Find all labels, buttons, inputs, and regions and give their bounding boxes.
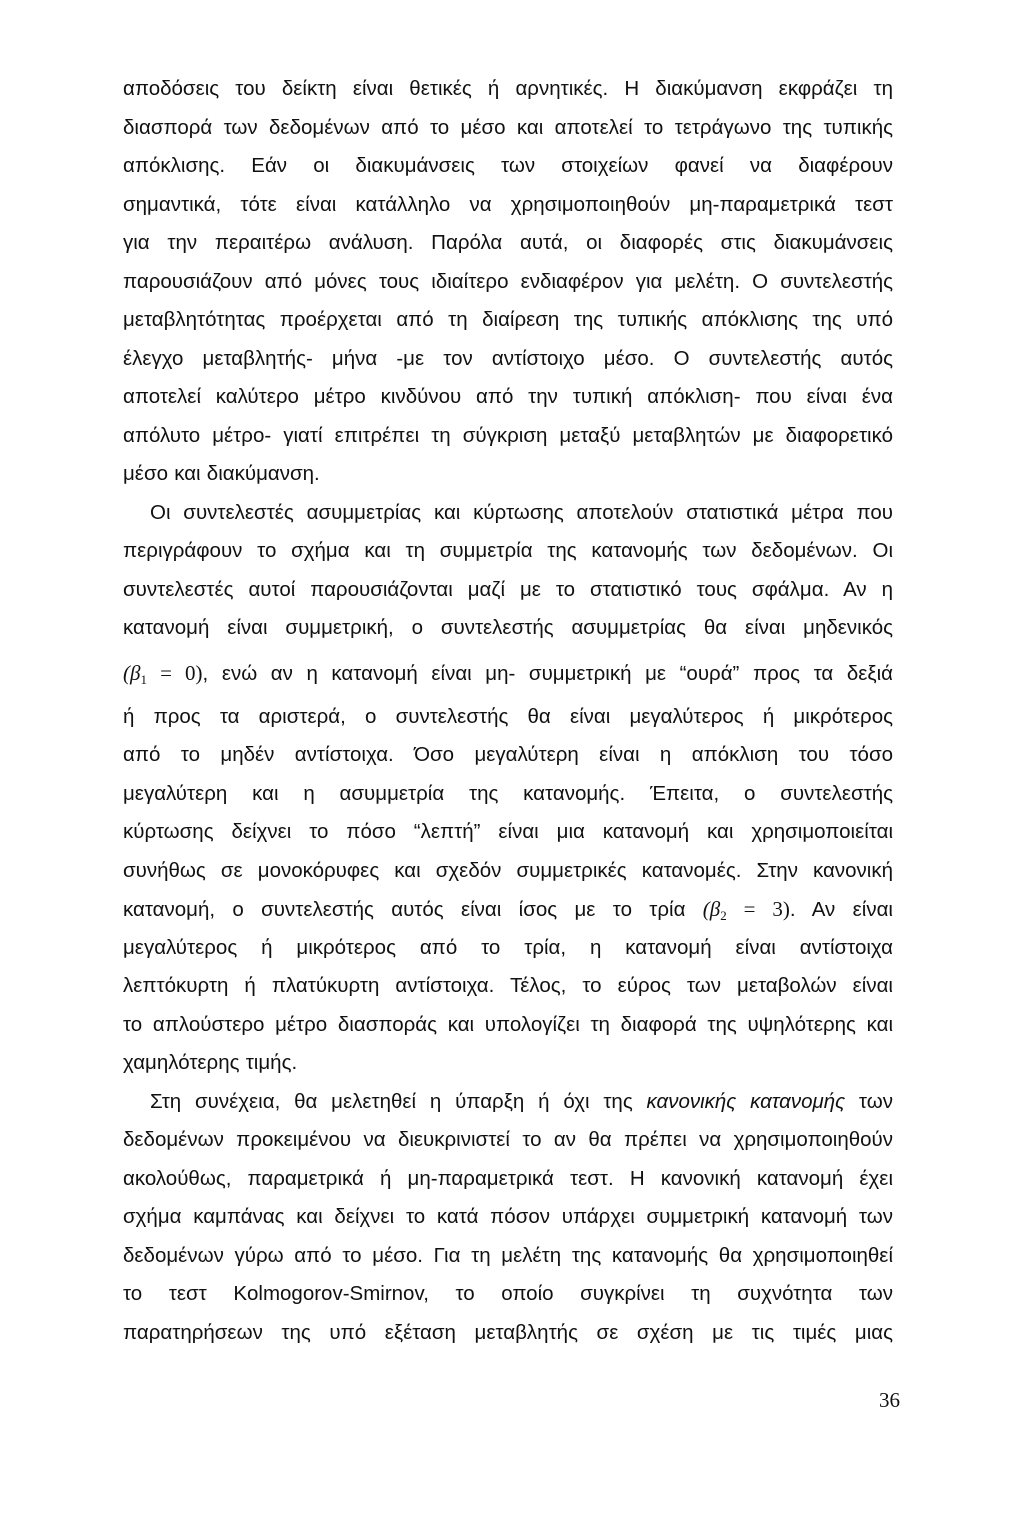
text-line: μεταβλητότητας προέρχεται από τη διαίρεση της τυπικής απόκλισης της υπό — [123, 308, 893, 331]
page-number: 36 — [879, 1388, 900, 1412]
paragraph-2-line: μεγαλύτερος ή μικρότερος από το τρία, η κατανομή είναι αντίστοιχα — [123, 935, 893, 959]
paragraph-2-line: συντελεστές αυτοί παρουσιάζονται μαζί με το στατιστικό τους σφάλμα. Αν η — [123, 577, 893, 601]
paragraph-2-line: από το μηδέν αντίστοιχα. Όσο μεγαλύτερη είναι η απόκλιση του τόσο — [123, 743, 893, 766]
paragraph-3-line: σχήμα καμπάνας και δείχνει το κατά πόσον υπάρχει συμμετρική κατανομή των — [123, 1205, 893, 1228]
paragraph-2-line: μεγαλύτερη και η ασυμμετρία της κατανομής. Έπειτα, ο συντελεστής — [123, 781, 893, 805]
text-line: αποτελεί καλύτερο μέτρο κινδύνου από την τυπική απόκλιση- που είναι ένα — [123, 385, 893, 408]
emphasized-term: κανονικής κατανομής — [646, 1089, 846, 1113]
text-line: για την περαιτέρω ανάλυση. Παρόλα αυτά, οι διαφορές στις διακυμάνσεις — [123, 231, 893, 254]
paragraph-2-line: το απλούστερο μέτρο διασποράς και υπολογίζει τη διαφορά της υψηλότερης και — [123, 1012, 893, 1036]
paragraph-2-line: ή προς τα αριστερά, ο συντελεστής θα είναι μεγαλύτερος ή μικρότερος — [123, 704, 893, 728]
paragraph-3-line: δεδομένων προκειμένου να διευκρινιστεί το αν θα πρέπει να χρησιμοποιηθούν — [123, 1128, 893, 1151]
body-text — [123, 70, 893, 1352]
paragraph-2-line: λεπτόκυρτη ή πλατύκυρτη αντίστοιχα. Τέλος, το εύρος των μεταβολών είναι — [123, 974, 893, 997]
paragraph-2-line: περιγράφουν το σχήμα και τη συμμετρία της κατανομής των δεδομένων. Οι — [123, 539, 893, 562]
paragraph-3-line: ακολούθως, παραμετρικά ή μη-παραμετρικά τεστ. Η κανονική κατανομή έχει — [123, 1166, 893, 1190]
text-line: απόλυτο μέτρο- γιατί επιτρέπει τη σύγκριση μεταξύ μεταβλητών με διαφορετικό — [123, 423, 893, 447]
paragraph-2-line: $(\beta_1 = 0)$, ενώ αν η κατανομή είναι μη- συμμετρική με “ουρά” προς τα δεξιά — [123, 660, 893, 687]
paragraph-2-line: χαμηλότερης τιμής. — [123, 1051, 298, 1074]
text-line: μέσο και διακύμανση. — [123, 462, 320, 485]
text-line: έλεγχο μεταβλητής- μήνα -με τον αντίστοιχο μέσο. Ο συντελεστής αυτός — [123, 346, 893, 370]
paragraph-3-line: δεδομένων γύρω από το μέσο. Για τη μελέτη της κατανομής θα χρησιμοποιηθεί — [123, 1243, 893, 1267]
beta1-formula: $(\beta_1 = 0)$ — [123, 660, 203, 687]
paragraph-2-line: Οι συντελεστές ασυμμετρίας και κύρτωσης αποτελούν στατιστικά μέτρα που — [150, 500, 893, 524]
paragraph-3-line: Στη συνέχεια, θα μελετηθεί η ύπαρξη ή όχι της κανονικής κατανομής των — [150, 1089, 893, 1113]
text-line: σημαντικά, τότε είναι κατάλληλο να χρησιμοποιηθούν μη-παραμετρικά τεστ — [123, 192, 893, 216]
paragraph-2-line: συνήθως σε μονοκόρυφες και σχεδόν συμμετρικές κατανομές. Στην κανονική — [123, 858, 893, 882]
text-line: παρουσιάζουν από μόνες τους ιδιαίτερο ενδιαφέρον για μελέτη. Ο συντελεστής — [123, 269, 893, 293]
text-line: διασπορά των δεδομένων από το μέσο και αποτελεί το τετράγωνο της τυπικής — [123, 115, 893, 139]
paragraph-2-line: κύρτωσης δείχνει το πόσο “λεπτή” είναι μια κατανομή και χρησιμοποιείται — [123, 820, 893, 843]
text-line: απόκλισης. Εάν οι διακυμάνσεις των στοιχείων φανεί να διαφέρουν — [123, 154, 893, 177]
paragraph-2-line: κατανομή είναι συμμετρική, ο συντελεστής ασυμμετρίας θα είναι μηδενικός — [123, 616, 893, 639]
paragraph-2-line: κατανομή, ο συντελεστής αυτός είναι ίσος με το τρία $(\beta_2 = 3)$. Αν είναι — [123, 897, 893, 923]
text-line: αποδόσεις του δείκτη είναι θετικές ή αρνητικές. Η διακύμανση εκφράζει τη — [123, 77, 893, 100]
paragraph-3-line: το τεστ Kolmogorov-Smirnov, το οποίο συγκρίνει τη συχνότητα των — [123, 1282, 893, 1305]
beta2-formula: $(\beta_2 = 3)$ — [702, 897, 790, 923]
paragraph-3-line: παρατηρήσεων της υπό εξέταση μεταβλητής σε σχέση με τις τιμές μιας — [123, 1320, 893, 1344]
